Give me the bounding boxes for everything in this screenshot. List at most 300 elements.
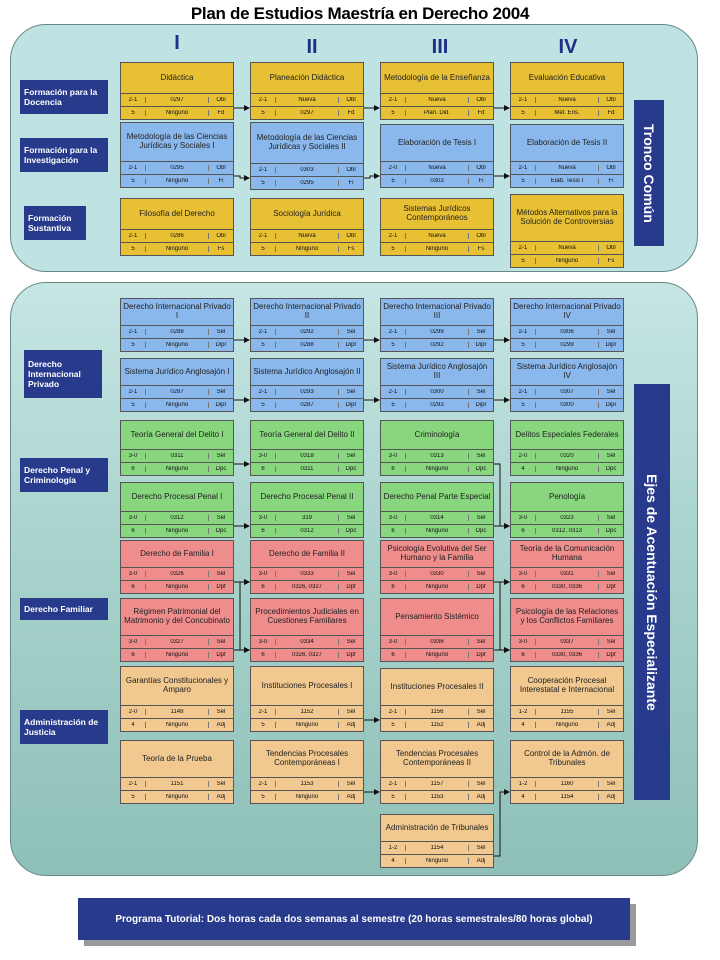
course-course-type: Obl [216, 97, 226, 103]
course-hours: 1-2 [388, 845, 398, 851]
course-course-type: Obl [346, 167, 356, 173]
course-prerequisite: 0293 [405, 402, 469, 408]
course-hours: 2-1 [128, 389, 138, 395]
course-hours-row [251, 229, 363, 242]
course-hours-row [381, 325, 493, 338]
course-hours-row [121, 705, 233, 718]
course-name: Didáctica [160, 72, 194, 82]
page-title: Plan de Estudios Maestría en Derecho 2004 [190, 4, 530, 23]
course-name: Derecho Internacional Privado III [383, 302, 491, 320]
course-credits: 4 [521, 794, 525, 800]
course-credits: 5 [131, 246, 135, 252]
course-area-code: Dpc [605, 466, 617, 472]
course-name: Delitos Especiales Federales [515, 429, 619, 439]
course-hours-row [381, 449, 493, 462]
course-credits: 5 [521, 178, 525, 184]
course-prerequisite: Ninguno [405, 466, 469, 472]
course-hours-row [121, 567, 233, 580]
course-area-code: Dpc [345, 528, 357, 534]
course-hours: 2-1 [258, 233, 268, 239]
course-course-code: 0326 [145, 571, 209, 577]
course-name: Penología [548, 491, 586, 501]
course-course-type: Sel [476, 389, 486, 395]
course-course-type: Sel [476, 781, 486, 787]
course-sistemas [380, 198, 494, 256]
course-hours-row [121, 229, 233, 242]
course-credits-row [511, 106, 623, 119]
course-course-type: Sel [216, 571, 226, 577]
course-hours-row [381, 511, 493, 524]
course-course-type: Sel [476, 845, 486, 851]
course-area-code: Fd [477, 110, 485, 116]
course-area-code: Fd [347, 110, 355, 116]
course-course-code: 0327 [145, 639, 209, 645]
course-hours: 2-1 [388, 781, 398, 787]
course-course-code: 319 [275, 515, 339, 521]
course-name: Metodología de las Ciencias Jurídicas y Sociales II [256, 133, 358, 151]
course-area-code: Dpc [605, 528, 617, 534]
course-name: Métodos Alternativos para la Solución de Controversias [516, 208, 618, 226]
course-credits: 5 [261, 722, 265, 728]
course-course-code: Nueva [405, 165, 469, 171]
course-course-code: Nueva [405, 233, 469, 239]
course-name: Derecho Internacional Privado IV [513, 302, 621, 320]
course-course-code: 0312 [145, 515, 209, 521]
course-familia1 [120, 540, 234, 594]
course-prerequisite: Ninguno [405, 652, 469, 658]
course-hours: 2-1 [128, 165, 138, 171]
course-credits: 4 [391, 858, 395, 864]
course-name: Metodología de las Ciencias Jurídicas y Sociales I [126, 132, 228, 150]
course-area-code: Dpf [216, 652, 226, 658]
course-prerequisite: 0287 [275, 402, 339, 408]
course-credits-row [511, 718, 623, 731]
course-prerequisite: Ninguno [145, 722, 209, 728]
course-credits-row [381, 242, 493, 255]
course-course-code: 0314 [405, 515, 469, 521]
course-hours: 2-1 [518, 389, 528, 395]
course-prerequisite: Elab. Tesis I [535, 178, 599, 184]
course-prerequisite: 0326, 0327 [275, 652, 339, 658]
course-course-type: Sel [606, 571, 616, 577]
course-credits: 5 [131, 402, 135, 408]
course-hours-row [381, 229, 493, 242]
course-hours: 3-0 [388, 571, 398, 577]
course-hours: 2-1 [518, 329, 528, 335]
course-area-code: Adj [606, 722, 616, 728]
course-credits: 5 [131, 110, 135, 116]
course-area-code: Adj [606, 794, 616, 800]
course-prerequisite: 0326, 0327 [275, 584, 339, 590]
course-hours-row [251, 385, 363, 398]
course-hours: 3-0 [258, 453, 268, 459]
course-course-code: 0323 [535, 515, 599, 521]
course-hours-row [251, 567, 363, 580]
semester-numeral-4: IV [558, 36, 578, 58]
course-hours: 2-1 [258, 709, 268, 715]
course-course-code: 0337 [535, 639, 599, 645]
course-credits: 6 [521, 584, 525, 590]
course-anglo1 [120, 358, 234, 412]
course-hours: 3-0 [258, 639, 268, 645]
course-area-code: Dpf [346, 652, 356, 658]
course-credits: 5 [391, 794, 395, 800]
course-credits-row [381, 338, 493, 351]
course-hours-row [381, 841, 493, 854]
course-hours-row [381, 567, 493, 580]
course-course-type: Obl [346, 97, 356, 103]
course-credits: 4 [521, 722, 525, 728]
course-course-type: Sel [476, 329, 486, 335]
course-credits: 5 [391, 342, 395, 348]
course-prerequisite: Ninguno [535, 466, 599, 472]
course-prerequisite: Met. Ens. [535, 110, 599, 116]
course-course-code: 0306 [535, 329, 599, 335]
course-hours: 2-0 [388, 165, 398, 171]
course-area-code: Dpc [345, 466, 357, 472]
course-area-code: Adj [346, 794, 356, 800]
course-area-code: Dpc [215, 466, 227, 472]
course-anglo2 [250, 358, 364, 412]
course-course-code: Nueva [535, 165, 599, 171]
course-hours: 3-0 [388, 453, 398, 459]
course-name: Evaluación Educativa [528, 72, 606, 82]
course-name: Régimen Patrimonial del Matrimonio y del Concubinato [124, 607, 230, 625]
course-credits: 6 [261, 466, 265, 472]
course-prerequisite: 0330, 0336 [535, 652, 599, 658]
course-dip1 [120, 298, 234, 352]
course-credits-row [251, 648, 363, 661]
course-course-type: Obl [606, 245, 616, 251]
course-course-code: 1152 [275, 709, 339, 715]
course-credits: 5 [521, 110, 525, 116]
course-course-code: 0334 [275, 639, 339, 645]
course-name: Control de la Admón. de Tribunales [524, 749, 610, 767]
course-area-code: Fi [608, 178, 614, 184]
course-credits-row [381, 398, 493, 411]
course-filosofia [120, 198, 234, 256]
course-credits-row [251, 462, 363, 475]
course-course-code: 0299 [405, 329, 469, 335]
course-regimen [120, 598, 234, 662]
course-prerequisite: Plan. Did. [405, 110, 469, 116]
course-prerequisite: Ninguno [145, 178, 209, 184]
course-hours-row [511, 93, 623, 106]
course-prerequisite: Ninguno [535, 722, 599, 728]
course-dip2 [250, 298, 364, 352]
course-course-code: 0320 [535, 453, 599, 459]
course-anglo3 [380, 358, 494, 412]
course-planeacion [250, 62, 364, 120]
course-course-type: Sel [606, 639, 616, 645]
course-credits-row [381, 580, 493, 593]
category-familiar: Derecho Familiar [20, 598, 108, 620]
course-course-type: Sel [346, 453, 356, 459]
course-credits-row [511, 462, 623, 475]
course-hours-row [121, 635, 233, 648]
course-hours: 2-1 [258, 781, 268, 787]
course-course-code: 1155 [535, 709, 599, 715]
course-course-type: Sel [476, 709, 486, 715]
course-hours: 2-1 [388, 329, 398, 335]
course-area-code: Dpf [606, 584, 616, 590]
course-name: Sociología Jurídica [273, 208, 341, 218]
course-hours: 2-1 [258, 97, 268, 103]
course-hours: 2-1 [128, 97, 138, 103]
course-hours-row [511, 511, 623, 524]
course-course-code: 1157 [405, 781, 469, 787]
course-prerequisite: Ninguno [405, 584, 469, 590]
course-name: Sistema Jurídico Anglosajón IV [516, 362, 618, 380]
course-name: Instituciones Procesales I [261, 680, 353, 690]
course-course-type: Obl [216, 165, 226, 171]
course-hours: 2-1 [388, 97, 398, 103]
course-hours: 2-0 [128, 709, 138, 715]
course-course-type: Sel [606, 453, 616, 459]
course-course-type: Sel [606, 329, 616, 335]
course-hours: 2-1 [258, 167, 268, 173]
course-course-type: Sel [216, 781, 226, 787]
course-procpenal1 [120, 482, 234, 538]
course-credits-row [381, 106, 493, 119]
course-credits-row [511, 580, 623, 593]
course-course-type: Sel [476, 571, 486, 577]
course-didactica [120, 62, 234, 120]
course-prerequisite: Ninguno [145, 246, 209, 252]
course-credits-row [381, 854, 493, 867]
course-course-type: Obl [216, 233, 226, 239]
course-credits-row [121, 524, 233, 537]
course-credits-row [251, 398, 363, 411]
course-name: Instituciones Procesales II [390, 681, 484, 691]
course-area-code: Dipr [475, 402, 487, 408]
course-credits-row [251, 338, 363, 351]
course-credits: 5 [521, 342, 525, 348]
course-course-type: Sel [346, 709, 356, 715]
course-metod-ens [380, 62, 494, 120]
course-course-code: 0297 [145, 97, 209, 103]
course-credits: 6 [391, 466, 395, 472]
course-hours-row [511, 635, 623, 648]
course-familia2 [250, 540, 364, 594]
course-name: Teoría General del Delito I [130, 429, 224, 439]
course-credits-row [511, 648, 623, 661]
course-course-type: Sel [216, 709, 226, 715]
course-course-code: 0288 [145, 329, 209, 335]
course-credits: 6 [521, 652, 525, 658]
course-delitos [510, 420, 624, 476]
course-credits-row [121, 174, 233, 187]
course-course-type: Sel [476, 639, 486, 645]
course-credits-row [381, 174, 493, 187]
course-name: Filosofía del Derecho [139, 208, 215, 218]
course-credits: 5 [131, 178, 135, 184]
course-hours: 3-0 [388, 515, 398, 521]
course-course-type: Obl [346, 233, 356, 239]
course-prerequisite: 0312 [275, 528, 339, 534]
course-course-code: 0307 [535, 389, 599, 395]
course-course-code: 0333 [275, 571, 339, 577]
category-penal: Derecho Penal y Criminología [20, 458, 108, 492]
course-hours-row [511, 385, 623, 398]
course-credits-row [511, 338, 623, 351]
course-hours: 2-1 [128, 329, 138, 335]
course-cooperacion [510, 666, 624, 732]
course-hours-row [251, 325, 363, 338]
course-name: Elaboración de Tesis I [397, 137, 477, 147]
course-psico-rel [510, 598, 624, 662]
course-prerequisite: Ninguno [145, 528, 209, 534]
course-area-code: Fs [347, 246, 355, 252]
course-area-code: Dpf [346, 584, 356, 590]
course-course-type: Sel [346, 781, 356, 787]
course-anglo4 [510, 358, 624, 412]
course-course-type: Sel [606, 389, 616, 395]
course-name: Criminología [414, 429, 460, 439]
course-credits-row [251, 580, 363, 593]
course-credits-row [121, 398, 233, 411]
course-area-code: Dipr [215, 342, 227, 348]
course-hours-row [511, 241, 623, 254]
course-control [510, 740, 624, 804]
course-course-type: Obl [606, 97, 616, 103]
course-hours: 2-0 [518, 453, 528, 459]
course-name: Sistema Jurídico Anglosajón III [386, 362, 488, 380]
course-credits-row [251, 718, 363, 731]
semester-numeral-1: I [174, 32, 180, 54]
course-credits-row [121, 338, 233, 351]
course-course-code: 0336 [405, 639, 469, 645]
course-course-code: 0313 [405, 453, 469, 459]
course-credits-row [251, 242, 363, 255]
course-credits: 4 [131, 722, 135, 728]
course-hours-row [381, 93, 493, 106]
category-investigacion: Formación para la Investigación [20, 138, 108, 172]
semester-numeral-2: II [306, 36, 318, 58]
course-prerequisite: Ninguno [405, 528, 469, 534]
course-credits-row [251, 524, 363, 537]
course-hours-row [251, 635, 363, 648]
course-prerequisite: Ninguno [145, 466, 209, 472]
course-credits-row [121, 718, 233, 731]
course-course-code: 0318 [275, 453, 339, 459]
course-credits-row [511, 174, 623, 187]
course-course-type: Sel [216, 639, 226, 645]
course-credits: 5 [391, 178, 395, 184]
course-course-code: 1156 [405, 709, 469, 715]
course-name: Tendencias Procesales Contemporáneas II [395, 749, 479, 767]
course-hours-row [381, 385, 493, 398]
course-area-code: Fd [217, 110, 225, 116]
course-prerequisite: 0299 [535, 342, 599, 348]
course-sociologia [250, 198, 364, 256]
course-hours-row [251, 511, 363, 524]
course-hours-row [121, 93, 233, 106]
course-hours: 2-1 [388, 389, 398, 395]
course-evaluacion [510, 62, 624, 120]
course-name: Planeación Didáctica [269, 72, 345, 82]
course-course-type: Sel [216, 453, 226, 459]
course-name: Derecho Internacional Privado I [123, 302, 231, 320]
course-prerequisite: Ninguno [145, 342, 209, 348]
course-hours-row [511, 705, 623, 718]
course-prerequisite: 1153 [405, 794, 469, 800]
course-dip4 [510, 298, 624, 352]
course-name: Tendencias Procesales Contemporáneas I [265, 749, 349, 767]
course-hours-row [121, 511, 233, 524]
course-name: Psicología Evolutiva del Ser Humano y la Familia [387, 544, 487, 562]
course-area-code: Dipr [605, 402, 617, 408]
course-credits: 5 [131, 794, 135, 800]
course-name: Derecho Internacional Privado II [253, 302, 361, 320]
course-credits: 5 [261, 246, 265, 252]
course-credits: 5 [391, 110, 395, 116]
course-course-type: Obl [476, 97, 486, 103]
course-course-type: Sel [346, 329, 356, 335]
course-tend2 [380, 740, 494, 804]
course-hours-row [511, 777, 623, 790]
course-course-code: Nueva [535, 245, 599, 251]
course-credits: 6 [521, 528, 525, 534]
course-course-code: 1153 [275, 781, 339, 787]
course-course-type: Sel [606, 781, 616, 787]
course-hours: 2-1 [388, 233, 398, 239]
ejes-label: Ejes de Acentuación Especializante [634, 384, 670, 800]
course-hours-row [251, 777, 363, 790]
course-area-code: Dpf [476, 652, 486, 658]
course-hours: 2-1 [518, 97, 528, 103]
course-psico-evol [380, 540, 494, 594]
course-hours: 3-0 [128, 515, 138, 521]
course-credits-row [121, 462, 233, 475]
course-prerequisite: Ninguno [145, 402, 209, 408]
course-name: Sistema Jurídico Anglosajón I [124, 366, 230, 376]
course-inst1 [250, 666, 364, 732]
course-course-code: Nueva [405, 97, 469, 103]
course-credits-row [381, 648, 493, 661]
programa-tutorial-banner: Programa Tutorial: Dos horas cada dos semanas al semestre (20 horas semestrales/80 horas global) [78, 898, 630, 940]
course-criminologia [380, 420, 494, 476]
course-dip3 [380, 298, 494, 352]
course-course-code: Nueva [275, 97, 339, 103]
course-metodos-alt [510, 194, 624, 268]
course-course-type: Sel [346, 389, 356, 395]
course-prerequisite: Ninguno [145, 652, 209, 658]
course-hours-row [251, 705, 363, 718]
course-course-type: Sel [476, 453, 486, 459]
course-credits-row [251, 790, 363, 803]
course-credits-row [511, 524, 623, 537]
course-pensamiento [380, 598, 494, 662]
course-course-code: 0287 [145, 389, 209, 395]
course-metod-cj1 [120, 122, 234, 188]
course-name: Sistema Jurídico Anglosajón II [253, 366, 361, 376]
course-hours: 3-0 [518, 571, 528, 577]
course-hours-row [251, 449, 363, 462]
course-area-code: Adj [346, 722, 356, 728]
course-course-code: 1160 [535, 781, 599, 787]
course-hours: 3-0 [258, 571, 268, 577]
course-course-code: 0286 [145, 233, 209, 239]
course-course-type: Sel [346, 515, 356, 521]
course-course-code: 0295 [145, 165, 209, 171]
course-prerequisite: 1154 [535, 794, 599, 800]
course-hours-row [121, 325, 233, 338]
course-procedimientos [250, 598, 364, 662]
course-area-code: Dipr [215, 402, 227, 408]
course-area-code: Fi [478, 178, 484, 184]
course-hours: 3-0 [128, 639, 138, 645]
